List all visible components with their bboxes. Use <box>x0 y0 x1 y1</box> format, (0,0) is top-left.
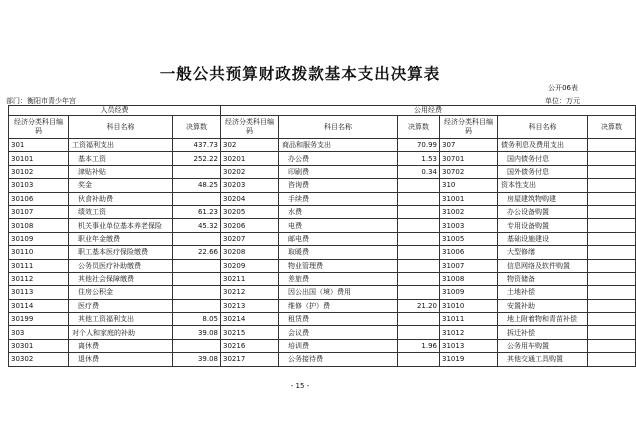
col-amount-header: 决算数 <box>173 116 221 139</box>
table-row <box>9 232 636 245</box>
table-title: 一般公共预算财政拨款基本支出决算表 <box>159 64 441 83</box>
name-cell: 国外债务付息 <box>498 165 588 178</box>
code-cell: 307 <box>440 139 498 152</box>
amount-cell: 437.73 <box>173 139 221 152</box>
col-code-header: 经济分类科目编码 <box>9 116 69 139</box>
code-cell: 30114 <box>9 299 69 312</box>
name-cell: 医疗费 <box>69 299 173 312</box>
code-cell: 30702 <box>440 165 498 178</box>
col-amount-header: 决算数 <box>398 116 440 139</box>
amount-cell: 1.96 <box>398 339 440 352</box>
code-cell: 31011 <box>440 313 498 326</box>
code-cell: 30108 <box>9 219 69 232</box>
unit-label: 单位：万元 <box>545 97 580 105</box>
amount-cell <box>173 259 221 272</box>
table-row <box>9 179 636 192</box>
name-cell: 离休费 <box>69 339 173 352</box>
code-cell: 30113 <box>9 286 69 299</box>
amount-cell <box>398 179 440 192</box>
name-cell: 地上附着物和青苗补偿 <box>498 313 588 326</box>
amount-cell <box>588 246 636 259</box>
name-cell: 津贴补贴 <box>69 165 173 178</box>
table-row <box>9 353 636 366</box>
expenditure-table <box>8 105 636 367</box>
name-cell: 资本性支出 <box>498 179 588 192</box>
table-number: 公开06表 <box>548 84 578 92</box>
name-cell: 办公设备购置 <box>498 205 588 218</box>
code-cell: 30205 <box>221 205 279 218</box>
code-cell: 31019 <box>440 353 498 366</box>
code-cell: 31006 <box>440 246 498 259</box>
public-header: 公用经费 <box>221 106 636 116</box>
amount-cell <box>398 246 440 259</box>
name-cell: 住房公积金 <box>69 286 173 299</box>
code-cell: 30199 <box>9 313 69 326</box>
name-cell: 培训费 <box>279 339 398 352</box>
amount-cell <box>588 179 636 192</box>
col-code-header: 经济分类科目编码 <box>221 116 279 139</box>
amount-cell <box>173 232 221 245</box>
table-row <box>9 339 636 352</box>
name-cell: 电费 <box>279 219 398 232</box>
code-cell: 31001 <box>440 192 498 205</box>
code-cell: 30112 <box>9 272 69 285</box>
amount-cell <box>588 232 636 245</box>
code-cell: 31013 <box>440 339 498 352</box>
amount-cell <box>588 205 636 218</box>
amount-cell <box>173 299 221 312</box>
code-cell: 310 <box>440 179 498 192</box>
name-cell: 取暖费 <box>279 246 398 259</box>
amount-cell <box>588 286 636 299</box>
name-cell: 其他工资福利支出 <box>69 313 173 326</box>
amount-cell <box>398 192 440 205</box>
amount-cell <box>398 286 440 299</box>
code-cell: 30207 <box>221 232 279 245</box>
col-name-header: 科目名称 <box>498 116 588 139</box>
amount-cell <box>398 205 440 218</box>
name-cell: 基本工资 <box>69 152 173 165</box>
amount-cell <box>398 232 440 245</box>
col-code-header: 经济分类科目编码 <box>440 116 498 139</box>
code-cell: 30209 <box>221 259 279 272</box>
code-cell: 31008 <box>440 272 498 285</box>
name-cell: 债务利息及费用支出 <box>498 139 588 152</box>
name-cell: 退休费 <box>69 353 173 366</box>
name-cell: 印刷费 <box>279 165 398 178</box>
amount-cell <box>173 286 221 299</box>
name-cell: 大型修缮 <box>498 246 588 259</box>
table-row <box>9 259 636 272</box>
code-cell: 30216 <box>221 339 279 352</box>
code-cell: 302 <box>221 139 279 152</box>
code-cell: 30110 <box>9 246 69 259</box>
code-cell: 30214 <box>221 313 279 326</box>
table-row <box>9 192 636 205</box>
amount-cell: 21.20 <box>398 299 440 312</box>
table-row <box>9 272 636 285</box>
amount-cell <box>588 353 636 366</box>
name-cell: 工资福利支出 <box>69 139 173 152</box>
table-row <box>9 219 636 232</box>
col-amount-header: 决算数 <box>588 116 636 139</box>
name-cell: 邮电费 <box>279 232 398 245</box>
code-cell: 30202 <box>221 165 279 178</box>
amount-cell: 48.25 <box>173 179 221 192</box>
table-row <box>9 246 636 259</box>
amount-cell: 1.53 <box>398 152 440 165</box>
name-cell: 办公费 <box>279 152 398 165</box>
code-cell: 30206 <box>221 219 279 232</box>
name-cell: 公务员医疗补助缴费 <box>69 259 173 272</box>
amount-cell <box>398 353 440 366</box>
amount-cell <box>173 272 221 285</box>
table-row <box>9 286 636 299</box>
name-cell: 职工基本医疗保险缴费 <box>69 246 173 259</box>
code-cell: 31010 <box>440 299 498 312</box>
amount-cell: 70.99 <box>398 139 440 152</box>
name-cell: 物业管理费 <box>279 259 398 272</box>
amount-cell <box>588 339 636 352</box>
col-name-header: 科目名称 <box>279 116 398 139</box>
name-cell: 差旅费 <box>279 272 398 285</box>
name-cell: 国内债务付息 <box>498 152 588 165</box>
amount-cell <box>398 272 440 285</box>
name-cell: 对个人和家庭的补助 <box>69 326 173 339</box>
table-row <box>9 299 636 312</box>
name-cell: 职业年金缴费 <box>69 232 173 245</box>
amount-cell <box>588 152 636 165</box>
name-cell: 因公出国（境）费用 <box>279 286 398 299</box>
amount-cell <box>173 339 221 352</box>
code-cell: 30204 <box>221 192 279 205</box>
amount-cell <box>588 299 636 312</box>
name-cell: 租赁费 <box>279 313 398 326</box>
code-cell: 30111 <box>9 259 69 272</box>
code-cell: 31007 <box>440 259 498 272</box>
amount-cell <box>588 219 636 232</box>
name-cell: 公务接待费 <box>279 353 398 366</box>
code-cell: 30203 <box>221 179 279 192</box>
code-cell: 30102 <box>9 165 69 178</box>
code-cell: 30208 <box>221 246 279 259</box>
code-cell: 30103 <box>9 179 69 192</box>
code-cell: 31009 <box>440 286 498 299</box>
name-cell: 绩效工资 <box>69 205 173 218</box>
code-cell: 30211 <box>221 272 279 285</box>
code-cell: 30201 <box>221 152 279 165</box>
name-cell: 维修（护）费 <box>279 299 398 312</box>
name-cell: 土地补偿 <box>498 286 588 299</box>
amount-cell <box>173 192 221 205</box>
name-cell: 其他社会保障缴费 <box>69 272 173 285</box>
name-cell: 商品和服务支出 <box>279 139 398 152</box>
name-cell: 专用设备购置 <box>498 219 588 232</box>
code-cell: 30212 <box>221 286 279 299</box>
name-cell: 会议费 <box>279 326 398 339</box>
header-row-columns <box>9 116 636 139</box>
code-cell: 31003 <box>440 219 498 232</box>
amount-cell <box>398 219 440 232</box>
table-row <box>9 313 636 326</box>
table-row <box>9 165 636 178</box>
amount-cell <box>398 313 440 326</box>
name-cell: 安置补助 <box>498 299 588 312</box>
code-cell: 30107 <box>9 205 69 218</box>
amount-cell: 45.32 <box>173 219 221 232</box>
code-cell: 301 <box>9 139 69 152</box>
amount-cell <box>588 139 636 152</box>
personnel-header: 人员经费 <box>9 106 221 116</box>
code-cell: 30109 <box>9 232 69 245</box>
code-cell: 303 <box>9 326 69 339</box>
amount-cell <box>588 313 636 326</box>
page-number: - 15 - <box>290 382 310 390</box>
code-cell: 30701 <box>440 152 498 165</box>
amount-cell: 39.08 <box>173 353 221 366</box>
amount-cell: 39.08 <box>173 326 221 339</box>
name-cell: 咨询费 <box>279 179 398 192</box>
amount-cell: 0.34 <box>398 165 440 178</box>
header-row-groups <box>9 106 636 116</box>
code-cell: 31012 <box>440 326 498 339</box>
name-cell: 房屋建筑物购建 <box>498 192 588 205</box>
table-row <box>9 205 636 218</box>
table-row <box>9 152 636 165</box>
amount-cell <box>398 326 440 339</box>
table-row <box>9 326 636 339</box>
name-cell: 其他交通工具购置 <box>498 353 588 366</box>
amount-cell <box>173 165 221 178</box>
name-cell: 信息网络及软件购置 <box>498 259 588 272</box>
name-cell: 基础设施建设 <box>498 232 588 245</box>
col-name-header: 科目名称 <box>69 116 173 139</box>
code-cell: 31002 <box>440 205 498 218</box>
code-cell: 30106 <box>9 192 69 205</box>
code-cell: 31005 <box>440 232 498 245</box>
name-cell: 拆迁补偿 <box>498 326 588 339</box>
name-cell: 水费 <box>279 205 398 218</box>
amount-cell: 8.05 <box>173 313 221 326</box>
code-cell: 30301 <box>9 339 69 352</box>
code-cell: 30215 <box>221 326 279 339</box>
name-cell: 机关事业单位基本养老保险 <box>69 219 173 232</box>
code-cell: 30302 <box>9 353 69 366</box>
code-cell: 30217 <box>221 353 279 366</box>
name-cell: 手续费 <box>279 192 398 205</box>
amount-cell: 252.22 <box>173 152 221 165</box>
code-cell: 30101 <box>9 152 69 165</box>
amount-cell: 61.23 <box>173 205 221 218</box>
table-body <box>9 139 636 367</box>
table-row <box>9 139 636 152</box>
amount-cell <box>588 192 636 205</box>
amount-cell <box>588 272 636 285</box>
name-cell: 公务用车购置 <box>498 339 588 352</box>
amount-cell: 22.66 <box>173 246 221 259</box>
amount-cell <box>398 259 440 272</box>
name-cell: 伙食补助费 <box>69 192 173 205</box>
name-cell: 物资储备 <box>498 272 588 285</box>
amount-cell <box>588 326 636 339</box>
code-cell: 30213 <box>221 299 279 312</box>
name-cell: 奖金 <box>69 179 173 192</box>
department-label: 部门：衡阳市青少年宫 <box>6 97 76 105</box>
amount-cell <box>588 259 636 272</box>
amount-cell <box>588 165 636 178</box>
